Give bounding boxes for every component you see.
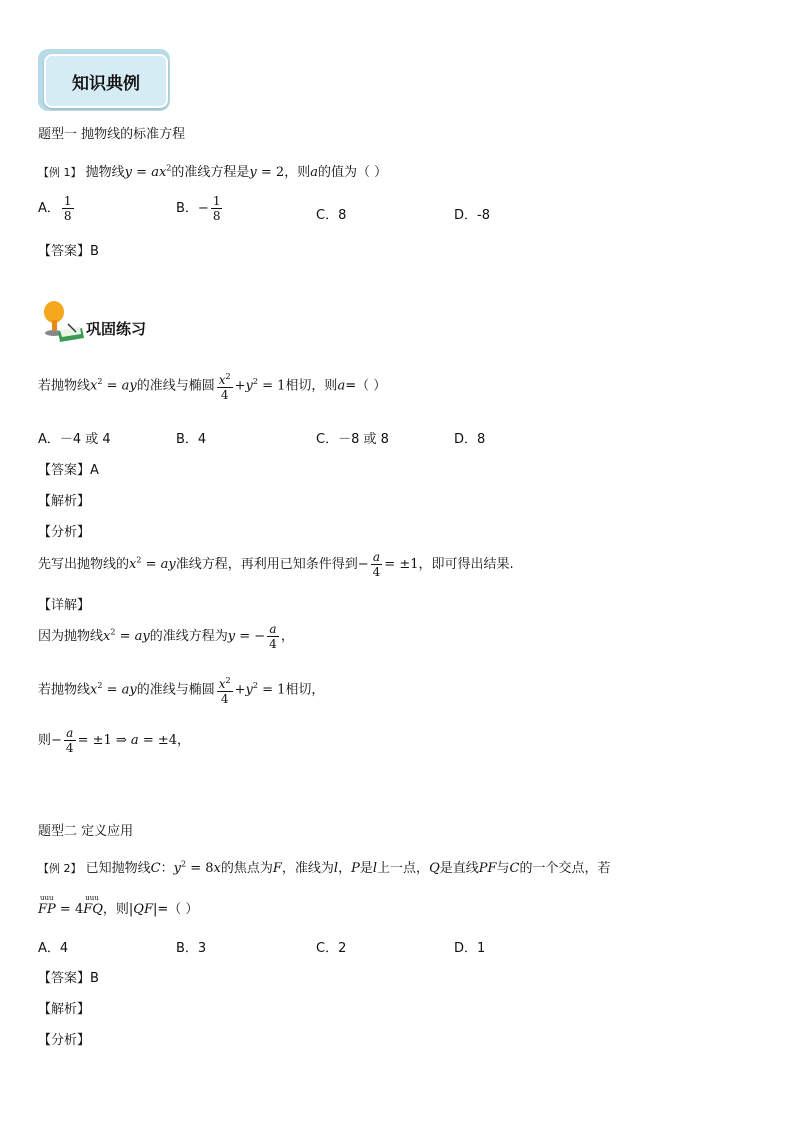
example1-option-b: B．− $\frac{1}{8}$ (176, 194, 221, 223)
detail-line-2: 若抛物线$x^2$ = ay的准线与椭圆 $\frac{x^2}{4}$ $+y^2 = 1$相切， (38, 676, 325, 706)
practice-option-b: B．4 (176, 432, 207, 447)
example2-tag: 【例 2】 (38, 862, 82, 875)
practice-title: 巩固练习 (86, 320, 147, 338)
practice-option-d: D．8 (454, 432, 486, 447)
practice-xiangjie: 【详解】 (38, 598, 91, 613)
example2-option-d: D．1 (454, 941, 486, 956)
practice-fenxi: 【分析】 (38, 525, 91, 540)
example1-option-c: C．8 (316, 208, 347, 223)
example2-option-a: A．4 (38, 941, 69, 956)
q-text-c: 相切，则 (285, 378, 338, 394)
q-text-d: =（ ） (345, 378, 387, 394)
d1-text-b: 的准线方程为 (149, 629, 228, 644)
practice-option-c: C．－8 或 8 (316, 432, 389, 447)
section-badge: 知识典例 (44, 54, 168, 108)
fraction: $\frac{x^2}{4}$ (218, 372, 231, 402)
option-label: A． (38, 201, 60, 216)
example2-option-b: B．3 (176, 941, 207, 956)
example1-question: 【例 1】 抛物线$y = ax^2$的准线方程是y = 2，则a的值为（ ） (38, 163, 388, 180)
example2-option-c: C．2 (316, 941, 347, 956)
option-label: B． (176, 201, 198, 216)
practice-jiexi: 【解析】 (38, 494, 91, 509)
d2-text-a: 若抛物线 (38, 682, 91, 698)
formula: y (124, 165, 133, 180)
example2-fenxi: 【分析】 (38, 1033, 91, 1048)
type2-title: 题型二 定义应用 (38, 824, 134, 839)
d2-text-c: 相切， (285, 682, 325, 698)
q-text-a: 若抛物线 (38, 378, 91, 394)
example1-answer: 【答案】B (38, 244, 99, 259)
example1-tag: 【例 1】 (38, 166, 82, 179)
lamp-book-icon (40, 298, 86, 344)
detail-line-3: 则− $\frac{a}{4}$ = ±1 ⇒ a = ±4， (38, 726, 191, 755)
example1-text-d: 的值为（ ） (317, 165, 388, 180)
fraction: $\frac{a}{4}$ (372, 550, 381, 579)
practice-option-a: A．－4 或 4 (38, 432, 111, 447)
example1-option-a (38, 194, 76, 223)
fraction: $\frac{a}{4}$ (65, 726, 74, 755)
example1-text-b: 的准线方程是 (171, 165, 250, 180)
fraction: $\frac{1}{8}$ (212, 194, 221, 223)
fraction: $\frac{x^2}{4}$ (218, 676, 231, 706)
d3-text-b: ， (177, 733, 191, 748)
fenxi-text-c: ，即可得出结果. (418, 557, 514, 572)
practice-answer: 【答案】A (38, 463, 99, 478)
d2-text-b: 的准线与椭圆 (136, 682, 215, 698)
example1-text-a: 抛物线 (85, 165, 125, 180)
fraction: $\frac{1}{8}$ (63, 194, 72, 223)
fraction: $\frac{a}{4}$ (269, 622, 277, 651)
example2-question-line2: uuu FP = 4 uuu FQ，则|QF|=（ ） (38, 894, 199, 917)
fenxi-text-a: 先写出抛物线的 (38, 557, 130, 572)
q-text-b: 的准线与椭圆 (136, 378, 215, 394)
d1-text-c: ， (280, 629, 294, 644)
practice-question: 若抛物线$x^2$ = ay的准线与椭圆 $\frac{x^2}{4}$ $+y^2 = 1$相切，则a=（ ） (38, 372, 387, 402)
d3-text-a: 则 (38, 733, 52, 748)
fenxi-text-b: 准线方程，再利用已知条件得到 (175, 557, 358, 572)
d1-text-a: 因为抛物线 (38, 629, 104, 644)
example2-answer: 【答案】B (38, 971, 99, 986)
type1-title: 题型一 抛物线的标准方程 (38, 127, 186, 142)
example2-question-line1: 【例 2】 已知抛物线C：$y^2 = 8x$的焦点为F，准线为l，P是l上一点，Q是直线PF与C的一个交点，若 (38, 859, 611, 876)
fenxi-text: 先写出抛物线的$x^2$ = ay准线方程，再利用已知条件得到− $\frac{a}{4}$ = ±1，即可得出结果. (38, 550, 514, 579)
detail-line-1: 因为抛物线$x^2$ = ay的准线方程为y = − $\frac{a}{4}$ ， (38, 622, 294, 651)
example1-option-d: D．-8 (454, 208, 490, 223)
example2-jiexi: 【解析】 (38, 1002, 91, 1017)
example1-text-c: ，则 (284, 165, 311, 180)
